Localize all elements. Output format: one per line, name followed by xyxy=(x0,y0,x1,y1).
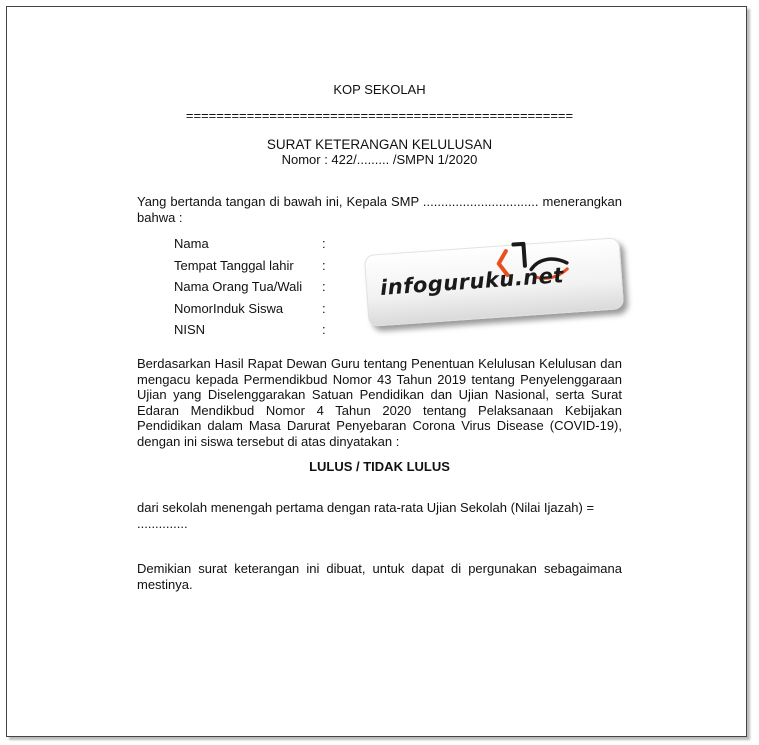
field-label: NomorInduk Siswa xyxy=(174,300,284,316)
field-label: Nama Orang Tua/Wali xyxy=(174,279,303,295)
field-label: NISN xyxy=(174,322,206,338)
intro-paragraph: Yang bertanda tangan di bawah ini, Kepala SMP ................................ menerangkan bahwa : xyxy=(137,194,622,225)
field-label: Tempat Tanggal lahir xyxy=(174,257,294,273)
field-colon: : xyxy=(322,257,326,273)
field-label: Nama xyxy=(174,236,209,251)
graduation-status: LULUS / TIDAK LULUS xyxy=(309,459,450,474)
watermark-text: infoguruku.net xyxy=(379,263,565,300)
field-colon: : xyxy=(322,236,326,251)
closing-paragraph: Demikian surat keterangan ini dibuat, untuk dapat di pergunakan sebagaimana mestinya. xyxy=(137,561,622,592)
field-colon: : xyxy=(322,300,326,316)
field-colon: : xyxy=(322,279,326,295)
letter-subject: SURAT KETERANGAN KELULUSAN xyxy=(266,137,493,152)
basis-paragraph: Berdasarkan Hasil Rapat Dewan Guru tentang Penentuan Kelulusan Kelulusan dan mengacu kepada Permendikbud Nomor 43 Tahun 2019 tentang Penyelenggaraan Ujian yang Diselenggarakan Satuan Pendidikan dan Ujian Nasional, serta Surat Edaran Mendikbud Nomor 4 Tahun 2020 tentang Pelaksanaan Kebijakan Pendidikan dalam Masa Darurat Penyebaran Corona Virus Disease (COVID-19), dengan ini siswa tersebut di atas dinyatakan : xyxy=(137,356,622,449)
score-paragraph: dari sekolah menengah pertama dengan rata-rata Ujian Sekolah (Nilai Ijazah) = .............. xyxy=(137,500,595,531)
header-divider: =================================================== xyxy=(185,108,574,123)
school-letterhead: KOP SEKOLAH xyxy=(333,82,426,97)
field-colon: : xyxy=(322,322,326,338)
letter-number: Nomor : 422/......... /SMPN 1/2020 xyxy=(281,152,478,167)
